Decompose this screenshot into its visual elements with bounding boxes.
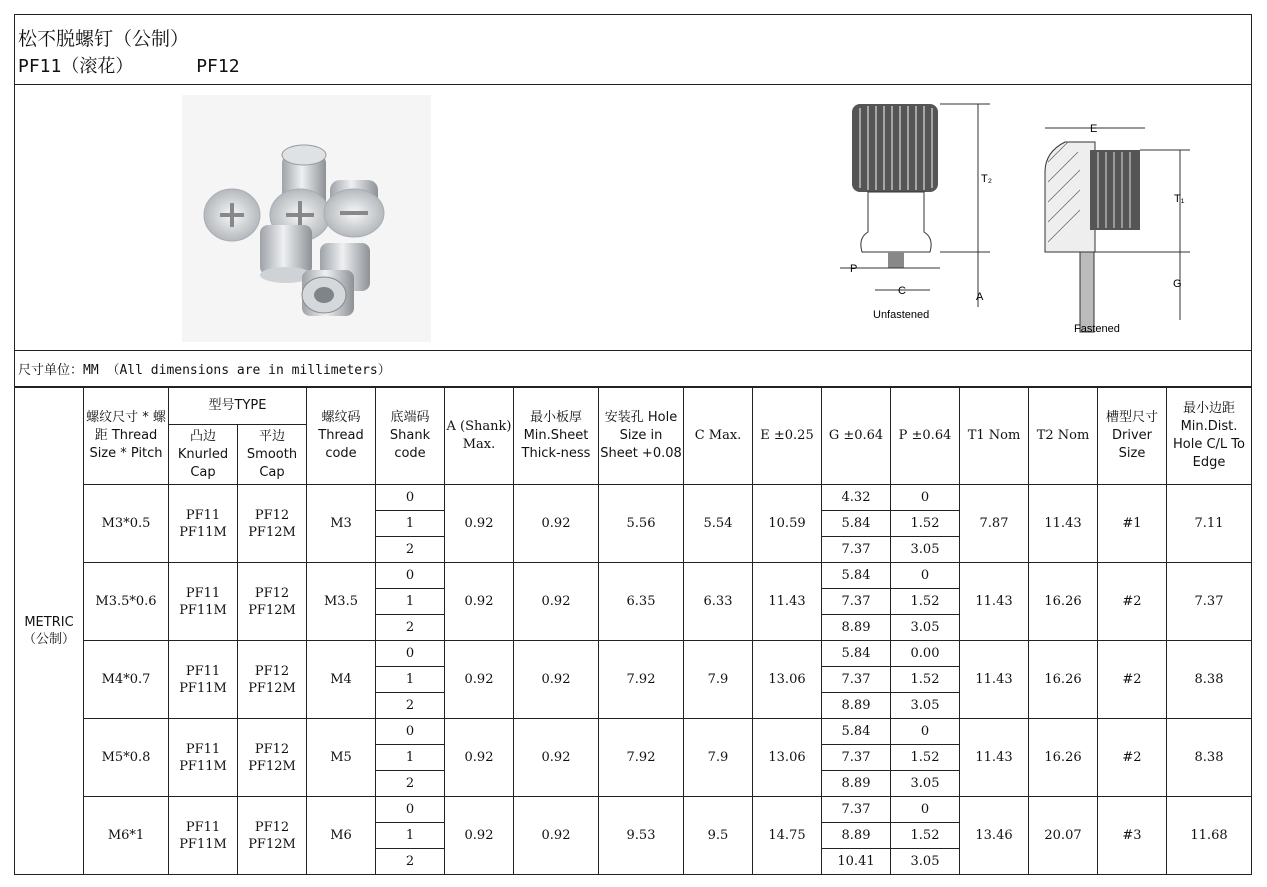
- header-hole: 安装孔 Hole Size in Sheet +0.08: [599, 388, 684, 485]
- cell-p: 0: [891, 797, 960, 823]
- frame-left: [14, 14, 15, 387]
- page-title: 松不脱螺钉（公制）: [18, 28, 190, 50]
- cell-edge: 7.11: [1167, 485, 1252, 563]
- cell-min-sheet: 0.92: [514, 719, 599, 797]
- cell-thread: M4*0.7: [84, 641, 169, 719]
- cell-smooth: PF12 PF12M: [238, 485, 307, 563]
- cell-thread: M3*0.5: [84, 485, 169, 563]
- cell-g: 7.37: [822, 589, 891, 615]
- cell-g: 7.37: [822, 797, 891, 823]
- cell-g: 8.89: [822, 771, 891, 797]
- cell-min-sheet: 0.92: [514, 641, 599, 719]
- dim-label-c: C: [898, 285, 906, 297]
- cell-shank-code: 0: [376, 485, 445, 511]
- header-e: E ±0.25: [753, 388, 822, 485]
- cell-shank-code: 1: [376, 589, 445, 615]
- cell-p: 3.05: [891, 537, 960, 563]
- cell-t1: 13.46: [960, 797, 1029, 875]
- model-pf12: PF12: [196, 56, 240, 77]
- cell-g: 8.89: [822, 693, 891, 719]
- cell-smooth: PF12 PF12M: [238, 797, 307, 875]
- cell-a: 0.92: [445, 563, 514, 641]
- cell-t1: 11.43: [960, 719, 1029, 797]
- cell-g: 5.84: [822, 719, 891, 745]
- cell-g: 8.89: [822, 615, 891, 641]
- cell-t2: 16.26: [1029, 719, 1098, 797]
- divider-figure: [14, 350, 1252, 351]
- table-row: [15, 485, 1252, 511]
- units-note: 尺寸单位：MM （All dimensions are in millimeters）: [18, 363, 391, 378]
- header-smooth: 平边 Smooth Cap: [238, 425, 307, 485]
- cell-p: 3.05: [891, 771, 960, 797]
- cell-driver: #2: [1098, 563, 1167, 641]
- cell-c: 6.33: [684, 563, 753, 641]
- cell-thread: M6*1: [84, 797, 169, 875]
- header-shank-code: 底端码 Shank code: [376, 388, 445, 485]
- cell-min-sheet: 0.92: [514, 485, 599, 563]
- cell-shank-code: 2: [376, 537, 445, 563]
- header-edge: 最小边距 Min.Dist. Hole C/L To Edge: [1167, 388, 1252, 485]
- cell-shank-code: 0: [376, 719, 445, 745]
- cell-p: 3.05: [891, 615, 960, 641]
- dim-label-g: G: [1173, 278, 1182, 290]
- cell-thread-code: M4: [307, 641, 376, 719]
- cell-c: 5.54: [684, 485, 753, 563]
- cell-p: 0: [891, 563, 960, 589]
- cell-edge: 11.68: [1167, 797, 1252, 875]
- header-t1: T1 Nom: [960, 388, 1029, 485]
- cell-p: 1.52: [891, 511, 960, 537]
- cell-t2: 11.43: [1029, 485, 1098, 563]
- dim-label-e: E: [1090, 123, 1098, 135]
- model-line: [18, 52, 292, 78]
- cell-driver: #2: [1098, 719, 1167, 797]
- cell-g: 7.37: [822, 667, 891, 693]
- cell-knurled: PF11 PF11M: [169, 719, 238, 797]
- cell-smooth: PF12 PF12M: [238, 641, 307, 719]
- cell-shank-code: 1: [376, 823, 445, 849]
- cell-c: 7.9: [684, 719, 753, 797]
- cell-p: 1.52: [891, 589, 960, 615]
- cell-g: 5.84: [822, 511, 891, 537]
- cell-p: 0.00: [891, 641, 960, 667]
- cell-e: 14.75: [753, 797, 822, 875]
- cell-a: 0.92: [445, 797, 514, 875]
- cell-t2: 20.07: [1029, 797, 1098, 875]
- cell-g: 8.89: [822, 823, 891, 849]
- cell-a: 0.92: [445, 719, 514, 797]
- cell-e: 11.43: [753, 563, 822, 641]
- cell-c: 7.9: [684, 641, 753, 719]
- table-row: [15, 797, 1252, 823]
- cell-shank-code: 2: [376, 771, 445, 797]
- cell-thread-code: M3.5: [307, 563, 376, 641]
- cell-knurled: PF11 PF11M: [169, 797, 238, 875]
- cell-p: 1.52: [891, 667, 960, 693]
- cell-thread-code: M3: [307, 485, 376, 563]
- header-thread-code: 螺纹码 Thread code: [307, 388, 376, 485]
- dim-label-a: A: [976, 291, 984, 303]
- product-photo: [182, 95, 431, 342]
- cell-shank-code: 1: [376, 745, 445, 771]
- unfastened-view: [840, 104, 992, 321]
- cell-thread-code: M5: [307, 719, 376, 797]
- cell-g: 5.84: [822, 563, 891, 589]
- metric-label: METRIC（公制）: [15, 388, 84, 875]
- cell-knurled: PF11 PF11M: [169, 485, 238, 563]
- header-min-sheet: 最小板厚 Min.Sheet Thick-ness: [514, 388, 599, 485]
- cell-hole: 5.56: [599, 485, 684, 563]
- cell-p: 1.52: [891, 823, 960, 849]
- dim-label-p: P: [850, 263, 858, 275]
- cell-smooth: PF12 PF12M: [238, 563, 307, 641]
- cell-knurled: PF11 PF11M: [169, 563, 238, 641]
- cell-thread-code: M6: [307, 797, 376, 875]
- cell-p: 1.52: [891, 745, 960, 771]
- cell-shank-code: 2: [376, 615, 445, 641]
- cell-c: 9.5: [684, 797, 753, 875]
- cell-a: 0.92: [445, 641, 514, 719]
- header-driver: 槽型尺寸 Driver Size: [1098, 388, 1167, 485]
- table-row: [15, 719, 1252, 745]
- cell-hole: 7.92: [599, 641, 684, 719]
- cell-p: 3.05: [891, 693, 960, 719]
- cell-e: 10.59: [753, 485, 822, 563]
- cell-shank-code: 2: [376, 693, 445, 719]
- cell-thread: M5*0.8: [84, 719, 169, 797]
- cell-t1: 7.87: [960, 485, 1029, 563]
- header-thread: 螺纹尺寸 * 螺距 Thread Size * Pitch: [84, 388, 169, 485]
- cell-shank-code: 0: [376, 563, 445, 589]
- cell-min-sheet: 0.92: [514, 797, 599, 875]
- cell-driver: #3: [1098, 797, 1167, 875]
- cell-smooth: PF12 PF12M: [238, 719, 307, 797]
- dimension-diagram: [840, 92, 1210, 342]
- cell-p: 3.05: [891, 849, 960, 875]
- frame-top: [14, 14, 1252, 15]
- cell-shank-code: 0: [376, 641, 445, 667]
- cell-g: 4.32: [822, 485, 891, 511]
- header-type: 型号TYPE: [169, 388, 307, 425]
- cell-t1: 11.43: [960, 563, 1029, 641]
- cell-g: 5.84: [822, 641, 891, 667]
- model-pf11: PF11（滚花）: [18, 56, 134, 77]
- header-c: C Max.: [684, 388, 753, 485]
- header-p: P ±0.64: [891, 388, 960, 485]
- cell-t1: 11.43: [960, 641, 1029, 719]
- cell-min-sheet: 0.92: [514, 563, 599, 641]
- frame-right: [1251, 14, 1252, 387]
- cell-p: 0: [891, 485, 960, 511]
- cell-shank-code: 1: [376, 667, 445, 693]
- cell-driver: #1: [1098, 485, 1167, 563]
- header-t2: T2 Nom: [1029, 388, 1098, 485]
- cell-shank-code: 2: [376, 849, 445, 875]
- divider-header: [14, 84, 1252, 85]
- dim-label-t2: T₂: [981, 173, 992, 185]
- fastened-view: [1045, 123, 1190, 335]
- cell-hole: 7.92: [599, 719, 684, 797]
- fastened-label: Fastened: [1074, 323, 1120, 335]
- cell-p: 0: [891, 719, 960, 745]
- cell-shank-code: 0: [376, 797, 445, 823]
- dim-label-t1: T₁: [1174, 193, 1185, 205]
- cell-edge: 8.38: [1167, 719, 1252, 797]
- cell-hole: 6.35: [599, 563, 684, 641]
- cell-g: 10.41: [822, 849, 891, 875]
- cell-a: 0.92: [445, 485, 514, 563]
- spec-table: [14, 387, 1252, 875]
- cell-g: 7.37: [822, 745, 891, 771]
- cell-shank-code: 1: [376, 511, 445, 537]
- header-a: A (Shank) Max.: [445, 388, 514, 485]
- cell-edge: 7.37: [1167, 563, 1252, 641]
- cell-driver: #2: [1098, 641, 1167, 719]
- cell-e: 13.06: [753, 641, 822, 719]
- cell-t2: 16.26: [1029, 641, 1098, 719]
- cell-g: 7.37: [822, 537, 891, 563]
- cell-knurled: PF11 PF11M: [169, 641, 238, 719]
- header-knurled: 凸边 Knurled Cap: [169, 425, 238, 485]
- cell-thread: M3.5*0.6: [84, 563, 169, 641]
- cell-edge: 8.38: [1167, 641, 1252, 719]
- header-g: G ±0.64: [822, 388, 891, 485]
- cell-e: 13.06: [753, 719, 822, 797]
- table-row: [15, 563, 1252, 589]
- unfastened-label: Unfastened: [873, 309, 930, 321]
- table-row: [15, 641, 1252, 667]
- cell-hole: 9.53: [599, 797, 684, 875]
- cell-t2: 16.26: [1029, 563, 1098, 641]
